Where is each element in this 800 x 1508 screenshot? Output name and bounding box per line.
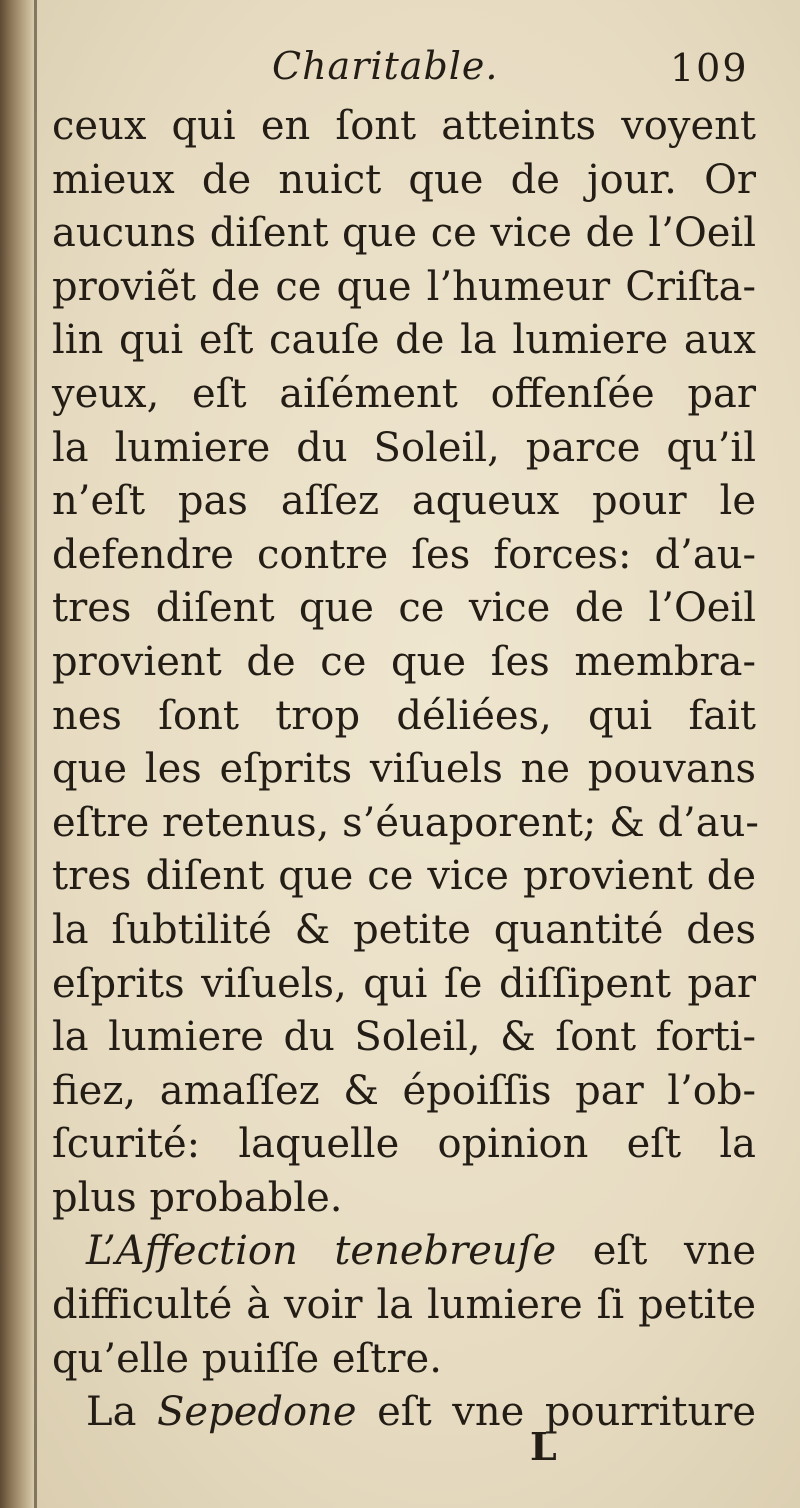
catchword: L — [530, 1424, 557, 1469]
paragraph-sepedone-line-1 — [52, 1386, 756, 1440]
body-text — [52, 100, 759, 1440]
text-line: la lumiere du Soleil, parce qu’il — [52, 424, 756, 471]
text-line: mieux de nuict que de jour. Or — [52, 156, 756, 203]
text-line: yeux, eſt aiſément offenſée par — [52, 370, 756, 417]
text-line: proviẽt de ce que l’humeur Criſta- — [52, 263, 756, 310]
text-line: plus probable. — [52, 1174, 343, 1221]
text-fragment: La — [86, 1389, 158, 1436]
text-line: fiez, amaſſez & époiſſis par l’ob- — [52, 1067, 756, 1114]
term-sepedone: Sepedone — [157, 1389, 357, 1436]
text-line: n’eſt pas aſſez aqueux pour le — [52, 478, 756, 525]
text-line: lin qui eſt cauſe de la lumiere aux — [52, 317, 756, 364]
text-line: eſprits viſuels, qui ſe diſſipent par — [52, 960, 756, 1007]
running-head: Charitable. — [272, 44, 499, 88]
text-line: la ſubtilité & petite quantité des — [52, 906, 756, 953]
text-line: nes ſont trop déliées, qui fait — [52, 692, 756, 739]
text-line: eſtre retenus, s’éuaporent; & d’au- — [52, 799, 759, 846]
text-fragment: eſt vne — [556, 1228, 757, 1275]
text-line: la lumiere du Soleil, & ſont forti- — [52, 1014, 756, 1061]
text-line: difficulté à voir la lumiere ſi petite — [52, 1282, 756, 1329]
page-header — [0, 44, 800, 100]
text-line: defendre contre ſes forces: d’au- — [52, 531, 756, 578]
page-number: 109 — [670, 46, 749, 90]
text-line: qu’elle puiſſe eſtre. — [52, 1335, 442, 1382]
text-line: provient de ce que ſes membra- — [52, 638, 756, 685]
term-affection-tenebreuse: L’Affection tenebreuſe — [86, 1228, 557, 1275]
gutter-edge — [34, 0, 37, 1508]
text-line: tres diſent que ce vice provient de — [52, 853, 756, 900]
text-line: aucuns diſent que ce vice de l’Oeil — [52, 210, 756, 257]
text-line: ceux qui en ſont atteints voyent — [52, 103, 756, 149]
text-fragment: eſt vne pourriture — [356, 1389, 756, 1436]
paragraph-affection-line-1 — [52, 1225, 756, 1279]
text-line: que les eſprits viſuels ne pouvans — [52, 746, 756, 793]
text-line: tres diſent que ce vice de l’Oeil — [52, 585, 756, 632]
binding-gutter — [0, 0, 34, 1508]
text-line: ſcurité: laquelle opinion eſt la — [52, 1121, 756, 1168]
